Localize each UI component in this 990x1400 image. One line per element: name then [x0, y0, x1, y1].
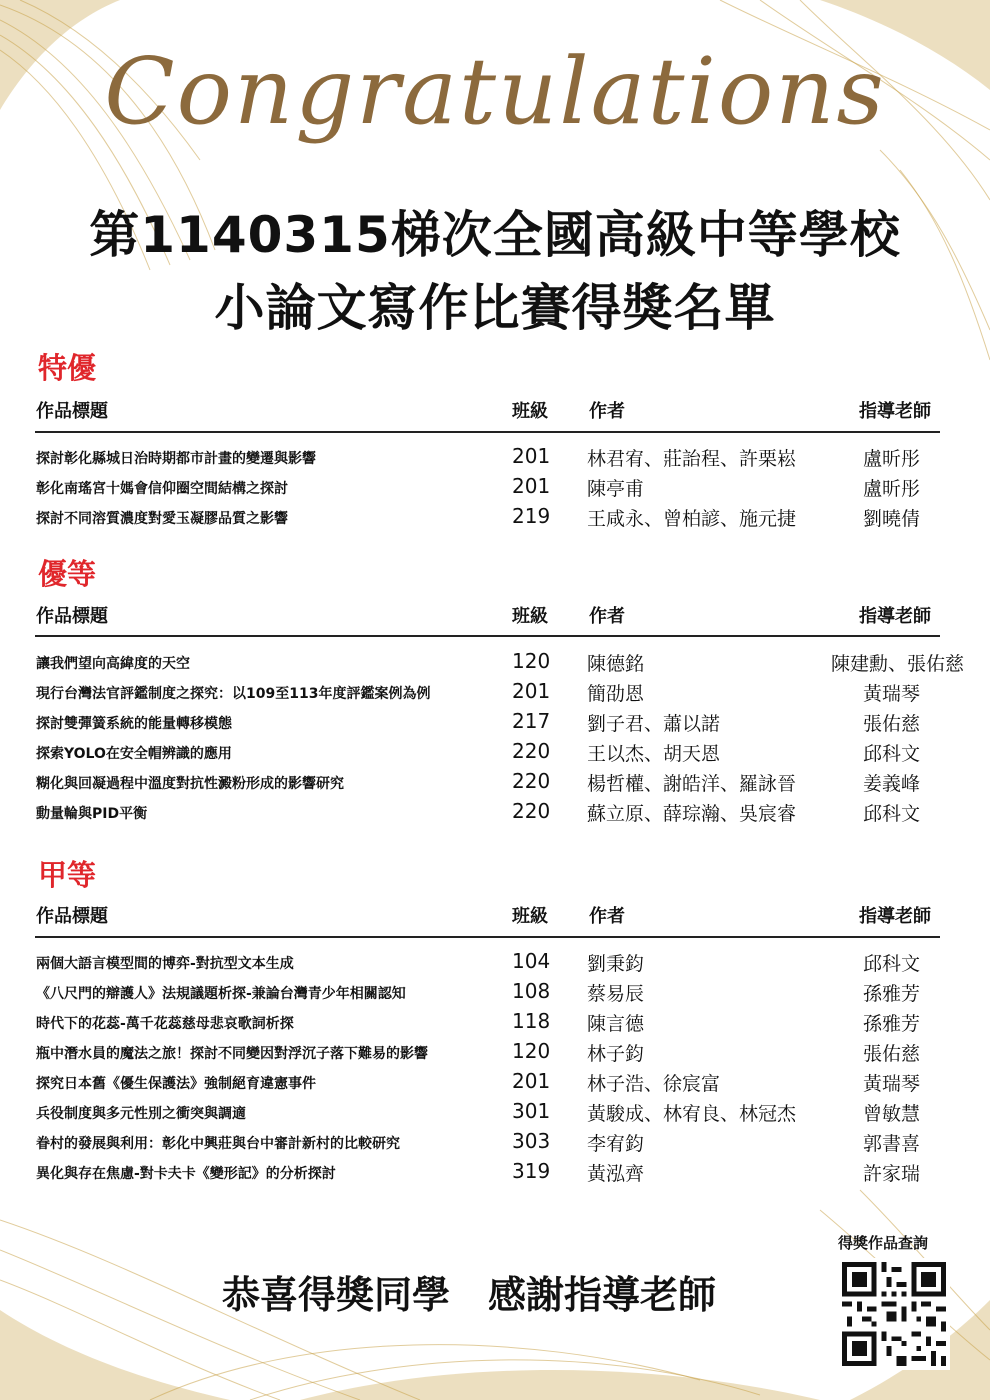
entry-class: 108 [512, 979, 551, 1003]
column-header-author: 作者 [589, 906, 625, 927]
table-row [0, 647, 990, 677]
entry-advisor: 邱科文 [862, 803, 920, 825]
qr-label: 得獎作品查詢 [838, 1234, 929, 1252]
congratulations-script-title: Congratulations [104, 38, 886, 145]
entry-class: 120 [512, 1039, 551, 1063]
column-header-advisor: 指導老師 [859, 906, 931, 927]
entry-advisor: 曾敏慧 [862, 1103, 920, 1125]
entry-title: 瓶中潛水員的魔法之旅！探討不同變因對浮沉子落下難易的影響 [36, 1046, 428, 1062]
footer-message: 恭喜得獎同學 感謝指導老師 [222, 1273, 717, 1317]
table-row [0, 707, 990, 737]
entry-class: 104 [512, 949, 551, 973]
entry-author: 蔡易辰 [587, 983, 645, 1005]
column-header-title: 作品標題 [36, 401, 108, 422]
table-row [0, 502, 990, 532]
table-row [0, 472, 990, 502]
entry-class: 220 [512, 769, 551, 793]
entry-class: 319 [512, 1159, 551, 1183]
column-header-title: 作品標題 [36, 906, 108, 927]
table-row [0, 1067, 990, 1097]
entry-author: 林君宥、莊詒程、許栗崧 [587, 448, 797, 470]
entry-title: 探討彰化縣城日治時期都市計畫的變遷與影響 [36, 451, 316, 467]
entry-title: 讓我們望向高緯度的天空 [36, 656, 190, 672]
entry-author: 林子浩、徐宸富 [587, 1073, 721, 1095]
table-row [0, 1007, 990, 1037]
entry-title: 動量輪與PID平衡 [36, 806, 148, 822]
entry-author: 劉子君、蕭以諾 [587, 713, 721, 735]
table-row [0, 1037, 990, 1067]
entry-title: 糊化與回凝過程中溫度對抗性澱粉形成的影響研究 [36, 776, 344, 792]
entry-title: 探究日本舊《優生保護法》強制絕育違憲事件 [36, 1076, 316, 1092]
entry-class: 219 [512, 504, 551, 528]
table-row [0, 797, 990, 827]
table-row [0, 1097, 990, 1127]
entry-title: 兵役制度與多元性別之衝突與調適 [36, 1106, 246, 1122]
column-header-advisor: 指導老師 [859, 401, 931, 422]
entry-author: 簡劭恩 [587, 683, 645, 705]
entry-class: 201 [512, 1069, 551, 1093]
table-row [0, 442, 990, 472]
entry-advisor: 黃瑞琴 [862, 683, 920, 705]
entry-advisor: 黃瑞琴 [862, 1073, 920, 1095]
entry-title: 探討不同溶質濃度對愛玉凝膠品質之影響 [36, 511, 288, 527]
column-header-class: 班級 [512, 401, 548, 422]
entry-author: 劉秉鈞 [587, 953, 645, 975]
entry-advisor: 郭書喜 [862, 1133, 920, 1155]
table-row [0, 767, 990, 797]
entry-author: 楊哲權、謝皓洋、羅詠晉 [587, 773, 797, 795]
entry-advisor: 孫雅芳 [862, 983, 920, 1005]
column-header-class: 班級 [512, 606, 548, 627]
entry-title: 現行台灣法官評鑑制度之探究：以109至113年度評鑑案例為例 [36, 686, 431, 702]
column-header-author: 作者 [589, 606, 625, 627]
entry-advisor: 盧昕彤 [862, 448, 920, 470]
entry-title: 彰化南瑤宮十媽會信仰圈空間結構之探討 [36, 481, 288, 497]
table-row [0, 1127, 990, 1157]
column-header-advisor: 指導老師 [859, 606, 931, 627]
page-title-line2: 小論文寫作比賽得獎名單 [214, 279, 776, 337]
entry-class: 201 [512, 474, 551, 498]
entry-title: 探索YOLO在安全帽辨識的應用 [36, 746, 232, 762]
entry-class: 303 [512, 1129, 551, 1153]
entry-class: 118 [512, 1009, 551, 1033]
column-header-author: 作者 [589, 401, 625, 422]
entry-title: 異化與存在焦慮-對卡夫卡《變形記》的分析探討 [36, 1166, 336, 1182]
qr-code-icon[interactable] [838, 1258, 950, 1370]
entry-class: 220 [512, 739, 551, 763]
entry-author: 黃泓齊 [587, 1163, 645, 1185]
column-header-class: 班級 [512, 906, 548, 927]
entry-author: 陳德銘 [587, 653, 645, 675]
entry-class: 220 [512, 799, 551, 823]
table-row [0, 1157, 990, 1187]
entry-author: 蘇立原、薛琮瀚、吳宸睿 [587, 803, 797, 825]
entry-title: 眷村的發展與利用：彰化中興莊與台中審計新村的比較研究 [36, 1136, 400, 1152]
section-divider [35, 635, 940, 637]
entry-class: 301 [512, 1099, 551, 1123]
entry-advisor: 邱科文 [862, 953, 920, 975]
table-row [0, 737, 990, 767]
entry-author: 陳言德 [587, 1013, 645, 1035]
category-heading-excellence: 優等 [38, 557, 97, 591]
section-divider [35, 936, 940, 938]
entry-class: 120 [512, 649, 551, 673]
entry-title: 時代下的花蕊-萬千花蕊慈母悲哀歌詞析探 [36, 1016, 294, 1032]
entry-title: 《八尺門的辯護人》法規議題析探-兼論台灣青少年相關認知 [36, 986, 406, 1002]
table-row [0, 977, 990, 1007]
entry-advisor: 盧昕彤 [862, 478, 920, 500]
entry-advisor: 劉曉倩 [862, 508, 920, 530]
category-heading-first-class: 甲等 [38, 858, 97, 892]
entry-class: 201 [512, 679, 551, 703]
entry-advisor: 陳建勳、張佑慈 [830, 653, 964, 675]
entry-author: 陳亭甫 [587, 478, 645, 500]
entry-advisor: 孫雅芳 [862, 1013, 920, 1035]
entry-class: 217 [512, 709, 551, 733]
section-divider [35, 431, 940, 433]
entry-author: 王以杰、胡天恩 [587, 743, 721, 765]
entry-advisor: 邱科文 [862, 743, 920, 765]
entry-advisor: 許家瑞 [862, 1163, 920, 1185]
table-row [0, 947, 990, 977]
category-heading-special-excellence: 特優 [38, 351, 97, 385]
entry-class: 201 [512, 444, 551, 468]
column-header-title: 作品標題 [36, 606, 108, 627]
table-row [0, 677, 990, 707]
entry-advisor: 姜義峰 [862, 773, 920, 795]
entry-advisor: 張佑慈 [862, 1043, 920, 1065]
entry-author: 李宥鈞 [587, 1133, 645, 1155]
page-title-line1: 第1140315梯次全國高級中等學校 [89, 206, 901, 264]
entry-author: 林子鈞 [587, 1043, 645, 1065]
entry-author: 黃駿成、林宥良、林冠杰 [587, 1103, 797, 1125]
entry-advisor: 張佑慈 [862, 713, 920, 735]
entry-title: 探討雙彈簧系統的能量轉移模態 [36, 716, 232, 732]
entry-title: 兩個大語言模型間的博弈-對抗型文本生成 [36, 956, 294, 972]
entry-author: 王咸永、曾柏諺、施元捷 [587, 508, 797, 530]
